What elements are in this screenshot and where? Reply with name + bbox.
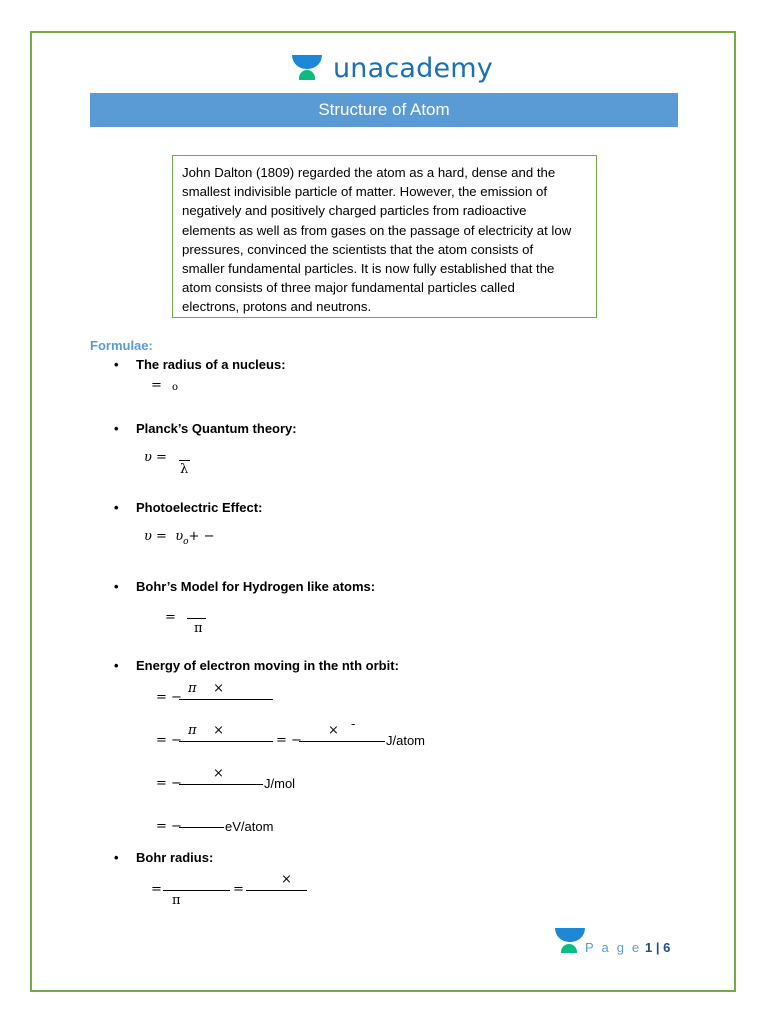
intro-line: John Dalton (1809) regarded the atom as a hard, dense and the xyxy=(182,165,556,180)
unacademy-logo-icon xyxy=(555,928,585,956)
fraction-bar xyxy=(299,741,385,742)
unit-j-per-mol: J/mol xyxy=(264,776,296,791)
formula-label: Planck’s Quantum theory: xyxy=(136,421,297,436)
exponent-minus: - xyxy=(351,717,356,732)
intro-line: atom consists of three major fundamental particles called xyxy=(182,280,515,296)
fraction-bar xyxy=(179,784,263,785)
page-word: P a g e xyxy=(585,940,642,955)
subscript-o: o xyxy=(172,382,179,393)
equals-sign: = xyxy=(233,882,244,897)
times-symbol: × xyxy=(213,681,224,696)
unit-ev-per-atom: eV/atom xyxy=(225,819,274,834)
times-symbol: × xyxy=(281,872,292,887)
bullet: • xyxy=(114,500,119,515)
planck-equation xyxy=(144,450,167,465)
intro-line: smaller fundamental particles. It is now fully established that the xyxy=(182,261,555,277)
bullet: • xyxy=(114,658,119,673)
intro-line: negatively and positively charged particles from radioactive xyxy=(182,203,527,219)
unacademy-logo-icon xyxy=(292,53,322,83)
fraction-bar xyxy=(179,827,224,828)
intro-box xyxy=(172,155,597,318)
formula-item-photoelectric xyxy=(114,500,262,515)
pi-symbol: π xyxy=(172,893,181,908)
intro-line: elements as well as from gases on the passage of electricity at low xyxy=(182,222,572,238)
plus-minus: + − xyxy=(188,529,215,544)
formula-label: The radius of a nucleus: xyxy=(136,357,286,372)
photoelectric-equation xyxy=(144,529,214,547)
fraction-bar xyxy=(187,618,206,619)
fraction-bar xyxy=(163,890,230,891)
formula-label: Bohr radius: xyxy=(136,850,214,865)
formulae-heading: Formulae: xyxy=(90,338,153,353)
pi-symbol: π xyxy=(188,723,197,738)
formula-label: Energy of electron moving in the nth orbit: xyxy=(136,658,399,673)
equals-sign: = xyxy=(156,529,167,544)
formula-item-bohr-radius xyxy=(114,850,213,865)
bullet: • xyxy=(114,357,119,372)
intro-line: electrons, protons and neutrons. xyxy=(182,299,372,315)
equals-minus: = − xyxy=(156,690,182,705)
intro-line: smallest indivisible particle of matter. However, the emission of xyxy=(182,184,548,200)
page-separator: | xyxy=(655,940,660,955)
times-symbol: × xyxy=(213,723,224,738)
equals-minus: = − xyxy=(156,733,182,748)
pi-symbol: π xyxy=(188,681,197,696)
bullet: • xyxy=(114,850,119,865)
times-symbol: × xyxy=(328,723,339,738)
page-total: 6 xyxy=(663,940,671,955)
equals-sign: = xyxy=(165,610,176,625)
energy-numerator-1 xyxy=(188,681,224,696)
formula-label: Bohr’s Model for Hydrogen like atoms: xyxy=(136,579,376,594)
lambda-symbol: λ xyxy=(180,462,189,477)
fraction-bar xyxy=(179,741,273,742)
formula-item-nucleus-radius xyxy=(114,357,286,372)
equals-minus: = − xyxy=(276,733,302,748)
equals-sign: = xyxy=(156,450,167,465)
bullet: • xyxy=(114,421,119,436)
formula-label: Photoelectric Effect: xyxy=(136,500,263,515)
equals-sign: = xyxy=(151,378,162,393)
energy-numerator-2 xyxy=(188,723,224,738)
bullet: • xyxy=(114,579,119,594)
brand-name: unacademy xyxy=(333,52,493,84)
fraction-bar xyxy=(246,890,307,891)
equals-minus: = − xyxy=(156,776,182,791)
fraction-bar xyxy=(179,460,190,461)
subscript-o: o xyxy=(183,537,189,547)
nu-symbol: υ xyxy=(175,529,184,544)
nu-symbol: υ xyxy=(144,450,152,465)
page-number xyxy=(585,940,670,955)
fraction-bar xyxy=(179,699,273,700)
equals-minus: = − xyxy=(156,819,182,834)
intro-line: pressures, convinced the scientists that the atom consists of xyxy=(182,241,534,257)
formula-item-electron-energy xyxy=(114,658,399,673)
page-current: 1 xyxy=(645,940,653,955)
nu-symbol: υ xyxy=(144,529,152,544)
times-symbol: × xyxy=(213,766,224,781)
equals-sign: = xyxy=(151,882,162,897)
pi-symbol: π xyxy=(194,621,203,636)
unit-j-per-atom: J/atom xyxy=(386,733,426,748)
page-title: Structure of Atom xyxy=(90,93,678,127)
formula-item-bohr-model xyxy=(114,579,375,594)
brand-logo xyxy=(292,50,493,86)
formula-item-planck xyxy=(114,421,297,436)
